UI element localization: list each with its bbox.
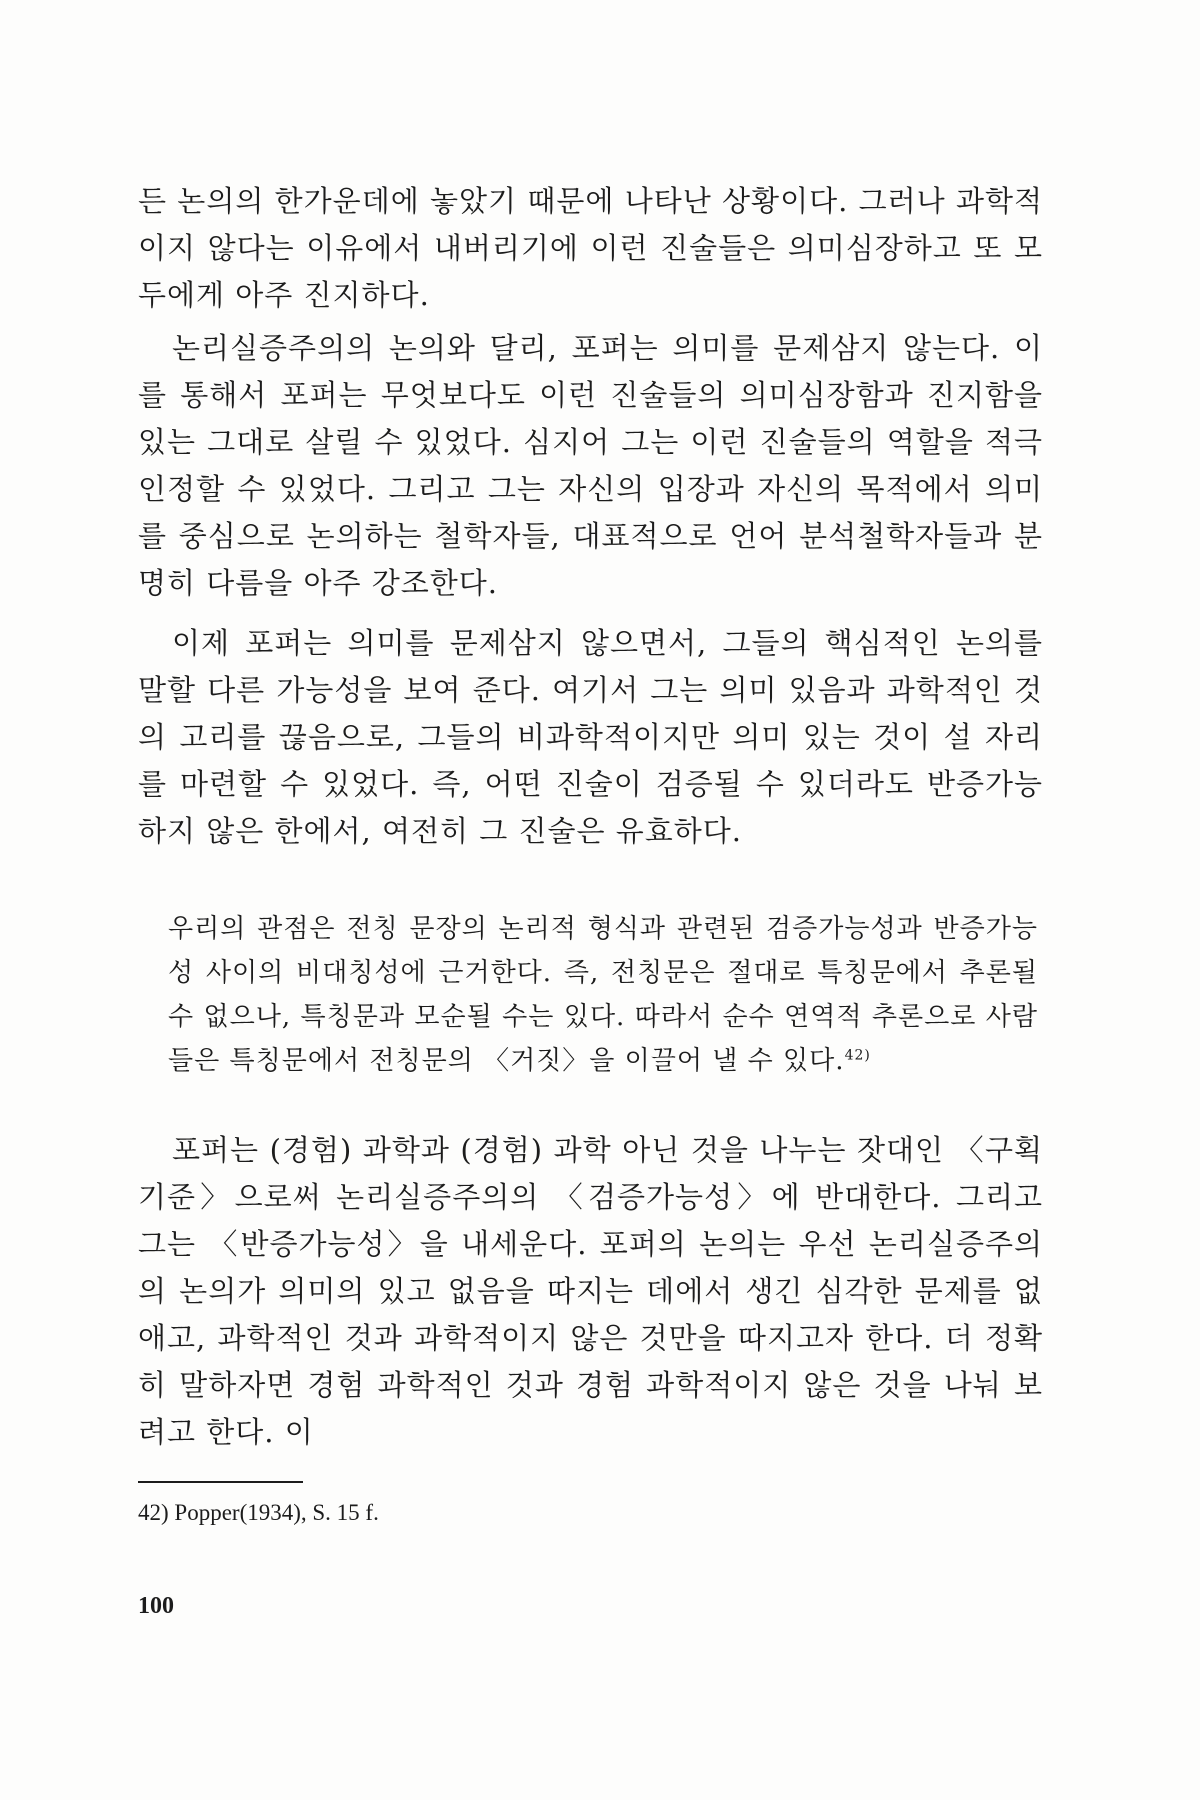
- paragraph-demarcation: [138, 1127, 1043, 1456]
- paragraph-text: 논리실증주의의 논의와 달리, 포퍼는 의미를 문제삼지 않는다. 이를 통해서 포퍼는 무엇보다도 이런 진술들의 의미심장함과 진지함을 있는 그대로 살릴 수 있었다. 심지어 그는 이런 진술들의 역할을 적극 인정할 수 있었다. 그리고 그는 자신의 입장과 자신의 목적에서 의미를 중심으로 논의하는 철학자들, 대표적으로 언어 분석철학자들과 분명히 다름을 아주 강조한다.: [138, 331, 1043, 600]
- quote-text: 우리의 관점은 전칭 문장의 논리적 형식과 관련된 검증가능성과 반증가능성 사이의 비대칭성에 근거한다. 즉, 전칭문은 절대로 특칭문에서 추론될 수 없으나, 특칭문과 모순될 수는 있다. 따라서 순수 연역적 추론으로 사람들은 특칭문에서 전칭문의 〈거짓〉을 이끌어 낼 수 있다.: [168, 914, 1038, 1076]
- paragraph-meaning: [138, 620, 1043, 855]
- footnote-reference: 42): [844, 1047, 871, 1064]
- paragraph-text: 포퍼는 (경험) 과학과 (경험) 과학 아닌 것을 나누는 잣대인 〈구획기준〉으로써 논리실증주의의 〈검증가능성〉에 반대한다. 그리고 그는 〈반증가능성〉을 내세운다. 포퍼의 논의는 우선 논리실증주의의 논의가 의미의 있고 없음을 따지는 데에서 생긴 심각한 문제를 없애고, 과학적인 것과 과학적이지 않은 것만을 따지고자 한다. 더 정확히 말하자면 경험 과학적인 것과 경험 과학적이지 않은 것을 나눠 보려고 한다. 이: [138, 1133, 1043, 1449]
- paragraph-continued: [138, 178, 1043, 319]
- paragraph-logical-positivism: [138, 325, 1043, 607]
- footnote: 42) Popper(1934), S. 15 f.: [138, 1500, 379, 1525]
- paragraph-text: 든 논의의 한가운데에 놓았기 때문에 나타난 상황이다. 그러나 과학적이지 않다는 이유에서 내버리기에 이런 진술들은 의미심장하고 또 모두에게 아주 진지하다.: [138, 184, 1043, 312]
- block-quote: [168, 907, 1038, 1083]
- paragraph-text: 이제 포퍼는 의미를 문제삼지 않으면서, 그들의 핵심적인 논의를 말할 다른 가능성을 보여 준다. 여기서 그는 의미 있음과 과학적인 것의 고리를 끊음으로, 그들의 비과학적이지만 의미 있는 것이 설 자리를 마련할 수 있었다. 즉, 어떤 진술이 검증될 수 있더라도 반증가능하지 않은 한에서, 여전히 그 진술은 유효하다.: [138, 626, 1043, 848]
- page-number: 100: [138, 1593, 174, 1619]
- footnote-divider: [138, 1481, 303, 1483]
